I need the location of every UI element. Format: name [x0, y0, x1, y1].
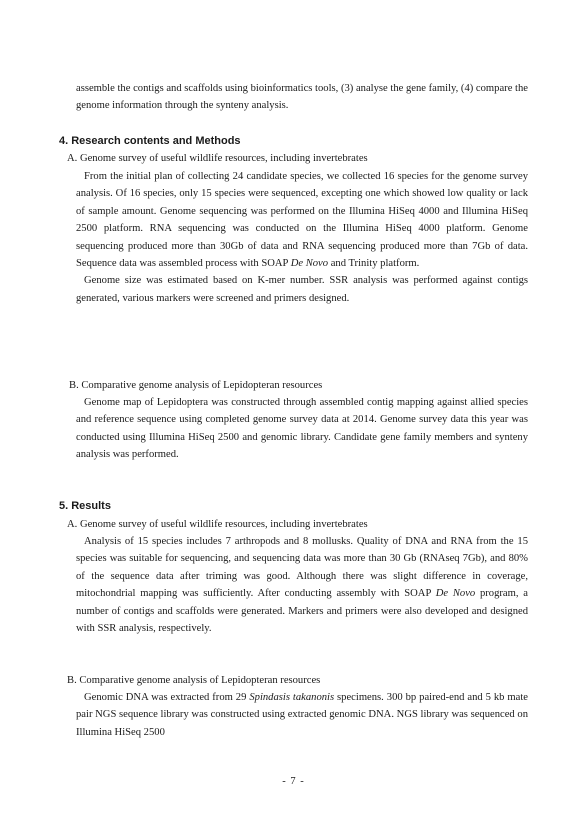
section-5-heading: 5. Results: [59, 500, 111, 512]
section-4-a-paragraph-2: Genome size was estimated based on K-mer number. SSR analysis was performed against contigs generated, various markers were screened and primers designed.: [76, 275, 528, 304]
section-5-b-title: B. Comparative genome analysis of Lepidopteran resources: [67, 675, 321, 686]
section-4-b-title: B. Comparative genome analysis of Lepidopteran resources: [69, 380, 323, 391]
section-5-b-body: [76, 689, 528, 741]
section-4-a-paragraph-1: From the initial plan of collecting 24 candidate species, we collected 16 species for the genome survey analysis. Of 16 species, only 15 species were sequenced, excepting one which showed low quality or lack of sample amount. Genome sequencing was performed on the Illumina HiSeq 4000 and Illumina HiSeq 2500 platform. RNA sequencing was conducted on the Illumina HiSeq 4000 platform. Genome sequencing produced more than 30Gb of data and RNA sequencing produced more than 7Gb of data. Sequence data was assembled process with SOAP De Novo and Trinity platform.: [76, 171, 528, 270]
italic-species: Spindasis takanonis: [249, 692, 335, 703]
section-4-b-paragraph-1: Genome map of Lepidoptera was constructed through assembled contig mapping against allied species and reference sequence using completed genome survey data at 2014. Genome survey data this year was conducted using Illumina HiSeq 2500 and genomic library. Candidate gene family members and synteny analysis was performed.: [76, 397, 528, 461]
section-4-heading: 4. Research contents and Methods: [59, 135, 241, 147]
section-4-b-body: [76, 394, 528, 464]
section-5-a-title: A. Genome survey of useful wildlife resources, including invertebrates: [67, 519, 368, 530]
intro-text: assemble the contigs and scaffolds using bioinformatics tools, (3) analyse the gene family, (4) compare the genome information through the synteny analysis.: [76, 83, 528, 112]
italic-term: De Novo: [290, 258, 329, 270]
section-5-a-paragraph-1: Analysis of 15 species includes 7 arthropods and 8 mollusks. Quality of DNA and RNA from the 15 species was suitable for sequencing, and sequencing data was more than 30 Gb (RNAseq 7Gb), and 80% of the sequence data after triming was good. Although there was slight difference in coverage, mitochondrial mapping was sufficiently. After conducting assembly with SOAP De Novo program, a number of contigs and scaffolds were generated. Markers and primers were also developed and designed with SSR analysis, respectively.: [76, 536, 528, 635]
intro-paragraph: [76, 80, 528, 115]
section-5-b-paragraph-1: Genomic DNA was extracted from 29 Spindasis takanonis specimens. 300 bp paired-end and 5 kb mate pair NGS sequence library was constructed using extracted genomic DNA. NGS library was sequenced on Illumina HiSeq 2500: [76, 692, 528, 738]
section-5-a-body: [76, 533, 528, 637]
page-number: - 7 -: [282, 776, 305, 787]
section-4-a-body: [76, 168, 528, 307]
italic-term: De Novo: [435, 588, 476, 600]
section-4-a-title: A. Genome survey of useful wildlife resources, including invertebrates: [67, 153, 368, 164]
